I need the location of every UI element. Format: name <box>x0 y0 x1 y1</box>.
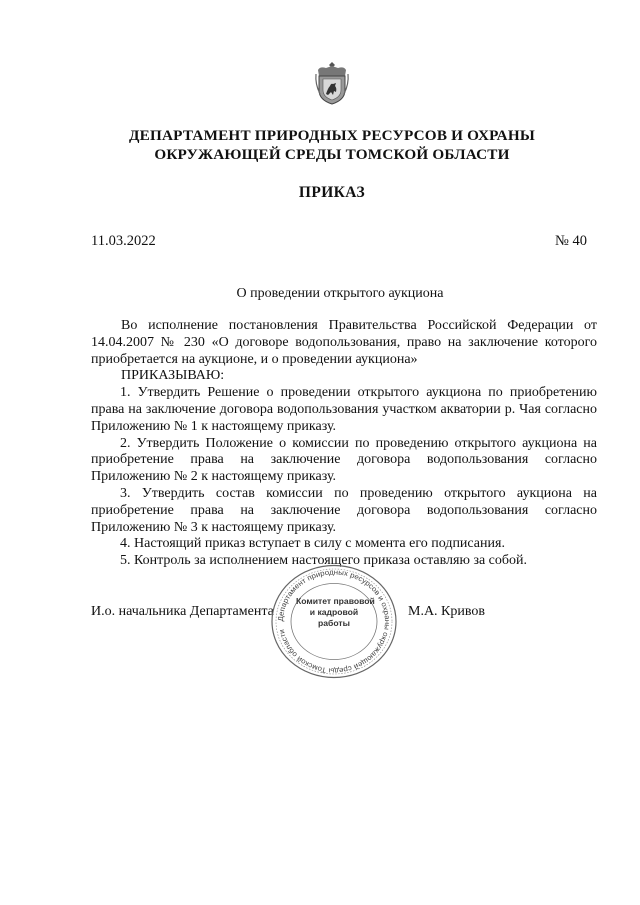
stamp-ring-text: Департамент природных ресурсов и охраны окружающей среды Томской области <box>275 567 393 676</box>
order-item: 4. Настоящий приказ вступает в силу с момента его подписания. <box>120 536 505 552</box>
signatory-name: М.А. Кривов <box>408 604 486 619</box>
stamp-center <box>296 596 375 629</box>
document-date: 11.03.2022 <box>91 233 156 249</box>
document-type: ПРИКАЗ <box>298 184 366 201</box>
signatory-title: И.о. начальника Департамента <box>91 604 274 619</box>
stamp-center-line-2: и кадровой <box>309 607 359 617</box>
org-line-2: ОКРУЖАЮЩЕЙ СРЕДЫ ТОМСКОЙ ОБЛАСТИ <box>154 146 510 163</box>
order-item: 5. Контроль за исполнением настоящего приказа оставляю за собой. <box>120 553 528 569</box>
org-line-1: ДЕПАРТАМЕНТ ПРИРОДНЫХ РЕСУРСОВ И ОХРАНЫ <box>129 127 535 144</box>
document-number: № 40 <box>555 233 587 249</box>
preamble-paragraph: Во исполнение постановления Правительства Российской Федерации от 14.04.2007 № 230 «О договоре водопользования, право на заключение которого приобретается на аукционе, и о проведении аукциона» <box>91 318 597 367</box>
stamp-center-line-3: работы <box>318 618 350 628</box>
document-body <box>91 318 597 570</box>
organization-title <box>0 126 640 164</box>
order-item: 3. Утвердить состав комиссии по проведению открытого аукциона на приобретение права на заключение договора водопользования согласно Приложению № 3 к настоящему приказу. <box>91 485 597 535</box>
order-item: 1. Утвердить Решение о проведении открытого аукциона по приобретению права на заключение договора водопользования участком акватории р. Чая согласно Приложению № 1 к настоящему приказу. <box>91 385 597 434</box>
order-word: ПРИКАЗЫВАЮ: <box>121 368 225 384</box>
document-subject: О проведении открытого аукциона <box>236 286 444 301</box>
stamp-center-line-1: Комитет правовой <box>296 596 375 606</box>
order-item: 2. Утвердить Положение о комиссии по проведению открытого аукциона на приобретение права на заключение договора водопользования согласно Приложению № 2 к настоящему приказу. <box>91 435 597 485</box>
coat-of-arms-icon <box>314 60 350 106</box>
